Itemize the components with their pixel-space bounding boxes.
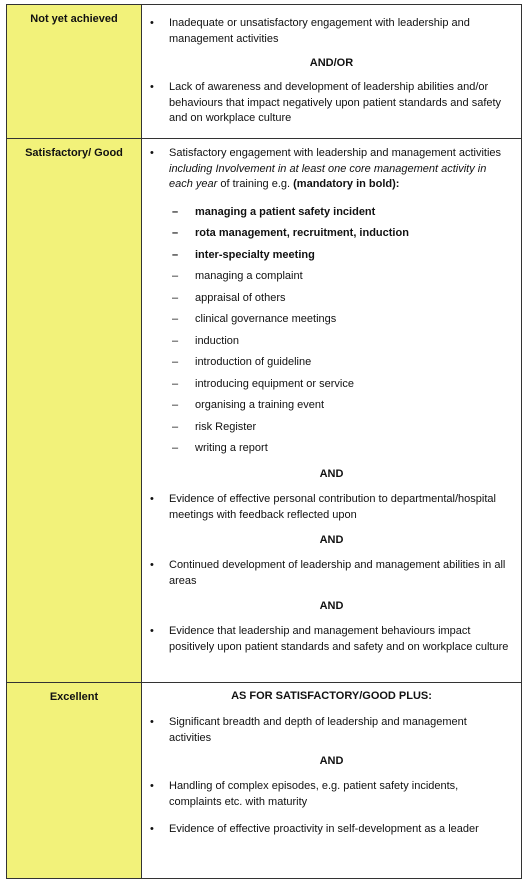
intro-text: of training e.g. xyxy=(217,178,294,190)
activity-item: – managing a complaint xyxy=(142,269,521,283)
activity-item: – induction xyxy=(142,334,521,348)
activity-item: – clinical governance meetings xyxy=(142,312,521,326)
row-excellent xyxy=(7,683,522,879)
criteria-bullet: • Handling of complex episodes, e.g. patient safety incidents, complaints etc. with maturity xyxy=(142,779,521,810)
rating-cell xyxy=(7,683,142,879)
intro-italic-text: including Involvement in at least one core management activity in each year xyxy=(169,162,487,190)
criteria-bullet xyxy=(142,146,521,193)
criteria-cell xyxy=(142,683,522,879)
rating-label: Not yet achieved xyxy=(30,13,118,25)
connector-label: AND xyxy=(319,600,344,612)
criteria-bullet: • Evidence that leadership and management behaviours impact positively upon patient standards and safety and on workplace culture xyxy=(142,624,521,655)
criteria-cell xyxy=(142,139,522,683)
criteria-bullet: • Evidence of effective personal contribution to departmental/hospital meetings with feedback reflected upon xyxy=(142,492,521,523)
criteria-bullet: • Lack of awareness and development of leadership abilities and/or behaviours that impact negatively upon patient standards and safety and on workplace culture xyxy=(142,80,521,127)
assessment-table xyxy=(6,4,522,879)
activity-item-mandatory: – rota management, recruitment, induction xyxy=(142,226,521,240)
criteria-bullet: • Evidence of effective proactivity in self-development as a leader xyxy=(142,822,521,838)
row-satisfactory-good xyxy=(7,139,522,683)
connector-label: AND/OR xyxy=(309,57,354,69)
intro-bold-text: (mandatory in bold): xyxy=(293,178,400,190)
activity-item: – risk Register xyxy=(142,420,521,434)
rating-cell xyxy=(7,139,142,683)
section-header: AS FOR SATISFACTORY/GOOD PLUS: xyxy=(231,690,432,702)
intro-text: Satisfactory engagement with leadership and management activities xyxy=(169,147,502,159)
rating-cell xyxy=(7,5,142,139)
activity-item: – writing a report xyxy=(142,441,521,455)
activity-item: – organising a training event xyxy=(142,398,521,412)
criteria-cell xyxy=(142,5,522,139)
connector-label: AND xyxy=(319,468,344,480)
activity-item-mandatory: – managing a patient safety incident xyxy=(142,205,521,219)
activity-item: – introducing equipment or service xyxy=(142,377,521,391)
row-not-yet-achieved xyxy=(7,5,522,139)
activity-item: – introduction of guideline xyxy=(142,355,521,369)
criteria-bullet: • Inadequate or unsatisfactory engagement with leadership and management activities xyxy=(142,16,521,47)
rating-label: Satisfactory/ Good xyxy=(25,147,123,159)
connector-label: AND xyxy=(319,534,344,546)
criteria-bullet: • Continued development of leadership and management abilities in all areas xyxy=(142,558,521,589)
rating-label: Excellent xyxy=(49,691,99,703)
activity-item: – appraisal of others xyxy=(142,291,521,305)
criteria-bullet: • Significant breadth and depth of leadership and management activities xyxy=(142,715,521,746)
activity-item-mandatory: – inter-specialty meeting xyxy=(142,248,521,262)
connector-label: AND xyxy=(319,755,344,767)
